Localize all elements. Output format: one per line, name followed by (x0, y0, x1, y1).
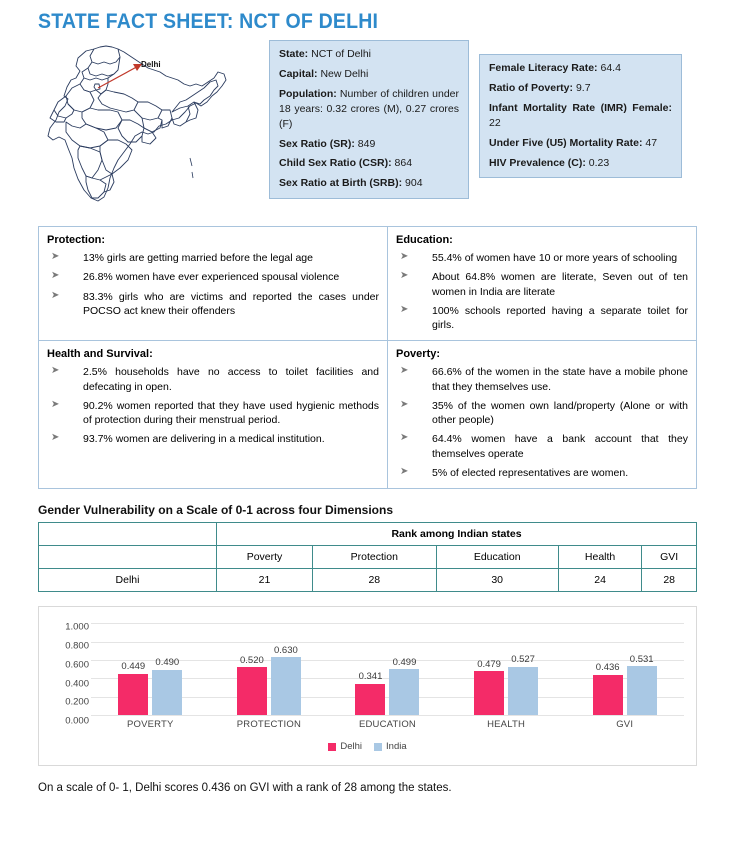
list-item (47, 290, 379, 319)
bar-holder-delhi (593, 623, 623, 715)
ratio-poverty-row (489, 81, 672, 96)
row-label-delhi: Delhi (39, 569, 217, 592)
list-item-text: 26.8% women have ever experienced spousal violence (83, 271, 340, 284)
x-label-gvi: GVI (616, 719, 634, 731)
bar-value-delhi: 0.449 (121, 661, 146, 673)
fact-cell-education (388, 227, 696, 341)
imr-row (489, 101, 672, 131)
hiv-row (489, 156, 672, 171)
footer-note: On a scale of 0- 1, Delhi scores 0.436 on GVI with a rank of 28 among the states. (38, 782, 452, 795)
imr-value: 22 (489, 116, 501, 129)
imr-label: Infant Mortality Rate (IMR) Female: (489, 101, 672, 114)
list-item-text: 5% of elected representatives are women. (432, 466, 629, 479)
legend-label-india: India (386, 741, 407, 753)
list-item (396, 270, 688, 299)
legend-swatch-delhi-icon (328, 743, 336, 751)
bar-value-india: 0.630 (274, 644, 298, 656)
population-label: Population: (279, 87, 337, 100)
table-cell-blank (39, 523, 217, 546)
bar-group-poverty (91, 623, 210, 715)
ratio-poverty-value: 9.7 (575, 81, 591, 94)
chart-bar-groups (91, 623, 684, 715)
fact-cell-protection (39, 227, 388, 341)
column-header-health: Health (558, 546, 642, 569)
bar-holder-delhi (474, 623, 504, 715)
gvi-rank-table (38, 522, 697, 592)
bar-holder-india (152, 623, 182, 715)
y-tick-4: 0.800 (65, 640, 89, 652)
bar-holder-delhi (237, 623, 267, 715)
india-map (38, 40, 253, 205)
bar-group-health (447, 623, 566, 715)
column-header-protection: Protection (313, 546, 437, 569)
state-label: State: (279, 48, 309, 60)
rank-value-gvi: 28 (642, 569, 697, 592)
chart-x-axis (91, 719, 684, 730)
list-item (47, 432, 379, 446)
capital-value: New Delhi (320, 67, 369, 80)
bar-value-delhi: 0.479 (477, 658, 501, 670)
bar-india (152, 670, 182, 715)
sex-ratio-row (279, 137, 459, 152)
education-list (396, 251, 688, 332)
bar-group-education (328, 623, 447, 715)
arrow-bullet-icon: ➤ (51, 270, 60, 282)
child-sex-ratio-value: 864 (394, 157, 413, 170)
bar-holder-india (271, 623, 301, 715)
list-item-text: 93.7% women are delivering in a medical institution. (83, 433, 325, 446)
y-tick-0: 0.000 (65, 715, 89, 727)
bar-delhi (474, 671, 504, 715)
arrow-bullet-icon: ➤ (400, 251, 409, 262)
arrow-bullet-icon: ➤ (51, 251, 60, 262)
hiv-label: HIV Prevalence (C): (489, 156, 586, 169)
education-heading: Education: (396, 234, 453, 246)
table-cell-blank (39, 546, 217, 569)
bar-value-india: 0.490 (155, 657, 180, 669)
arrow-bullet-icon: ➤ (400, 398, 409, 410)
bar-india (389, 669, 419, 715)
sex-ratio-birth-row (279, 176, 459, 191)
rank-value-protection: 28 (313, 569, 437, 592)
list-item-text: 90.2% women reported that they have used hygienic methods of protection during their menstrual period. (83, 399, 379, 427)
list-item-text: 64.4% women have a bank account that they themselves operate (432, 433, 688, 460)
column-header-gvi: GVI (642, 546, 697, 569)
arrow-bullet-icon: ➤ (400, 303, 409, 315)
column-header-education: Education (436, 546, 558, 569)
bar-holder-india (389, 623, 419, 715)
arrow-bullet-icon: ➤ (51, 432, 60, 444)
list-item-text: 55.4% of women have 10 or more years of schooling (432, 252, 678, 264)
legend-swatch-india-icon (374, 743, 382, 751)
hiv-value: 0.23 (588, 156, 610, 169)
poverty-list (396, 365, 688, 480)
arrow-bullet-icon: ➤ (400, 270, 409, 282)
bar-value-delhi: 0.520 (240, 654, 264, 666)
gvi-section-heading: Gender Vulnerability on a Scale of 0-1 across four Dimensions (38, 503, 393, 518)
arrow-bullet-icon: ➤ (51, 289, 60, 301)
bar-delhi (355, 684, 385, 715)
x-label-poverty: POVERTY (126, 719, 174, 731)
rank-value-education: 30 (436, 569, 558, 592)
u5-mortality-value: 47 (645, 136, 658, 149)
table-row-span-header (39, 523, 697, 546)
protection-list (47, 251, 379, 318)
bar-holder-india (627, 623, 657, 715)
health-list (47, 365, 379, 446)
poverty-heading: Poverty: (396, 348, 441, 361)
list-item (396, 432, 688, 461)
list-item-text: 100% schools reported having a separate toilet for girls. (432, 304, 688, 332)
x-label-education: EDUCATION (358, 719, 416, 731)
state-row (279, 47, 459, 62)
legend-label-delhi: Delhi (340, 741, 363, 753)
population-row (279, 87, 459, 132)
bar-group-gvi (565, 623, 684, 715)
list-item (396, 399, 688, 428)
delhi-arrow (98, 64, 142, 88)
sex-ratio-value: 849 (357, 137, 376, 150)
y-tick-1: 0.200 (65, 696, 89, 708)
x-label-protection: PROTECTION (236, 719, 302, 731)
rank-value-poverty: 21 (217, 569, 313, 592)
chart-y-axis (47, 617, 89, 727)
population-value: Number of children under 18 years: 0.32 crores (M), 0.27 crores (F) (279, 87, 460, 130)
header-row (38, 40, 697, 210)
chart-plot-area (91, 623, 684, 715)
x-label-health: HEALTH (487, 719, 526, 731)
bar-value-india: 0.527 (511, 654, 535, 666)
bar-india (627, 666, 657, 715)
capital-label: Capital: (279, 67, 318, 80)
indicators-info-box (479, 54, 682, 178)
fact-grid (38, 226, 697, 489)
bar-value-delhi: 0.341 (358, 671, 383, 683)
map-callout-label: Delhi (141, 60, 161, 69)
arrow-bullet-icon: ➤ (51, 398, 60, 410)
arrow-bullet-icon: ➤ (51, 365, 60, 377)
list-item-text: 66.6% of the women in the state have a mobile phone that they themselves use. (432, 366, 688, 393)
sex-ratio-label: Sex Ratio (SR): (279, 137, 355, 150)
protection-heading: Protection: (47, 234, 106, 246)
sex-ratio-birth-value: 904 (405, 177, 423, 190)
bar-india (271, 657, 301, 715)
chart-legend (39, 741, 696, 752)
list-item (396, 304, 688, 333)
bar-value-india: 0.531 (629, 653, 654, 665)
bar-delhi (593, 675, 623, 715)
arrow-bullet-icon: ➤ (400, 432, 409, 444)
bar-holder-india (508, 623, 538, 715)
rank-value-health: 24 (558, 569, 642, 592)
u5-mortality-label: Under Five (U5) Mortality Rate: (489, 136, 643, 149)
list-item (47, 251, 379, 265)
table-row (39, 569, 697, 592)
list-item-text: 13% girls are getting married before the legal age (83, 252, 313, 264)
y-tick-3: 0.600 (65, 659, 89, 671)
health-heading: Health and Survival: (47, 348, 153, 361)
list-item-text: About 64.8% women are literate, Seven out of ten women in India are literate (432, 271, 688, 298)
fact-cell-poverty (388, 341, 696, 488)
state-info-box (269, 40, 469, 199)
list-item-text: 35% of the women own land/property (Alone or with other people) (432, 399, 688, 427)
legend-item-delhi (328, 741, 362, 752)
list-item (396, 251, 688, 265)
list-item-text: 2.5% households have no access to toilet facilities and defecating in open. (83, 366, 379, 393)
list-item (396, 466, 688, 480)
table-row-columns (39, 546, 697, 569)
list-item-text: 83.3% girls who are victims and reported the cases under POCSO act knew their offenders (83, 290, 379, 317)
bar-value-delhi: 0.436 (595, 662, 620, 674)
capital-row (279, 67, 459, 82)
ratio-poverty-label: Ratio of Poverty: (489, 81, 574, 94)
female-literacy-row (489, 61, 672, 76)
y-tick-2: 0.400 (65, 678, 89, 690)
list-item (47, 270, 379, 284)
list-item (47, 365, 379, 394)
rank-span-header: Rank among Indian states (217, 523, 697, 546)
female-literacy-label: Female Literacy Rate: (489, 62, 598, 74)
column-header-poverty: Poverty (217, 546, 313, 569)
list-item (396, 365, 688, 394)
legend-item-india (374, 741, 407, 752)
female-literacy-value: 64.4 (600, 62, 621, 74)
y-tick-5: 1.000 (65, 621, 89, 633)
fact-cell-health (39, 341, 388, 488)
page-title: STATE FACT SHEET: NCT OF DELHI (38, 10, 379, 33)
bar-delhi (237, 667, 267, 715)
list-item (47, 399, 379, 428)
sex-ratio-birth-label: Sex Ratio at Birth (SRB): (279, 177, 403, 190)
gridline (91, 715, 684, 716)
u5-mortality-row (489, 136, 672, 151)
bar-delhi (118, 674, 148, 715)
child-sex-ratio-row (279, 156, 459, 171)
bar-india (508, 667, 538, 716)
bar-value-india: 0.499 (392, 656, 417, 668)
child-sex-ratio-label: Child Sex Ratio (CSR): (279, 157, 392, 170)
bar-holder-delhi (355, 623, 385, 715)
bar-holder-delhi (118, 623, 148, 715)
arrow-bullet-icon: ➤ (400, 365, 409, 377)
state-value: NCT of Delhi (311, 48, 372, 60)
bar-group-protection (210, 623, 329, 715)
gvi-bar-chart (38, 606, 697, 766)
arrow-bullet-icon: ➤ (400, 465, 409, 477)
